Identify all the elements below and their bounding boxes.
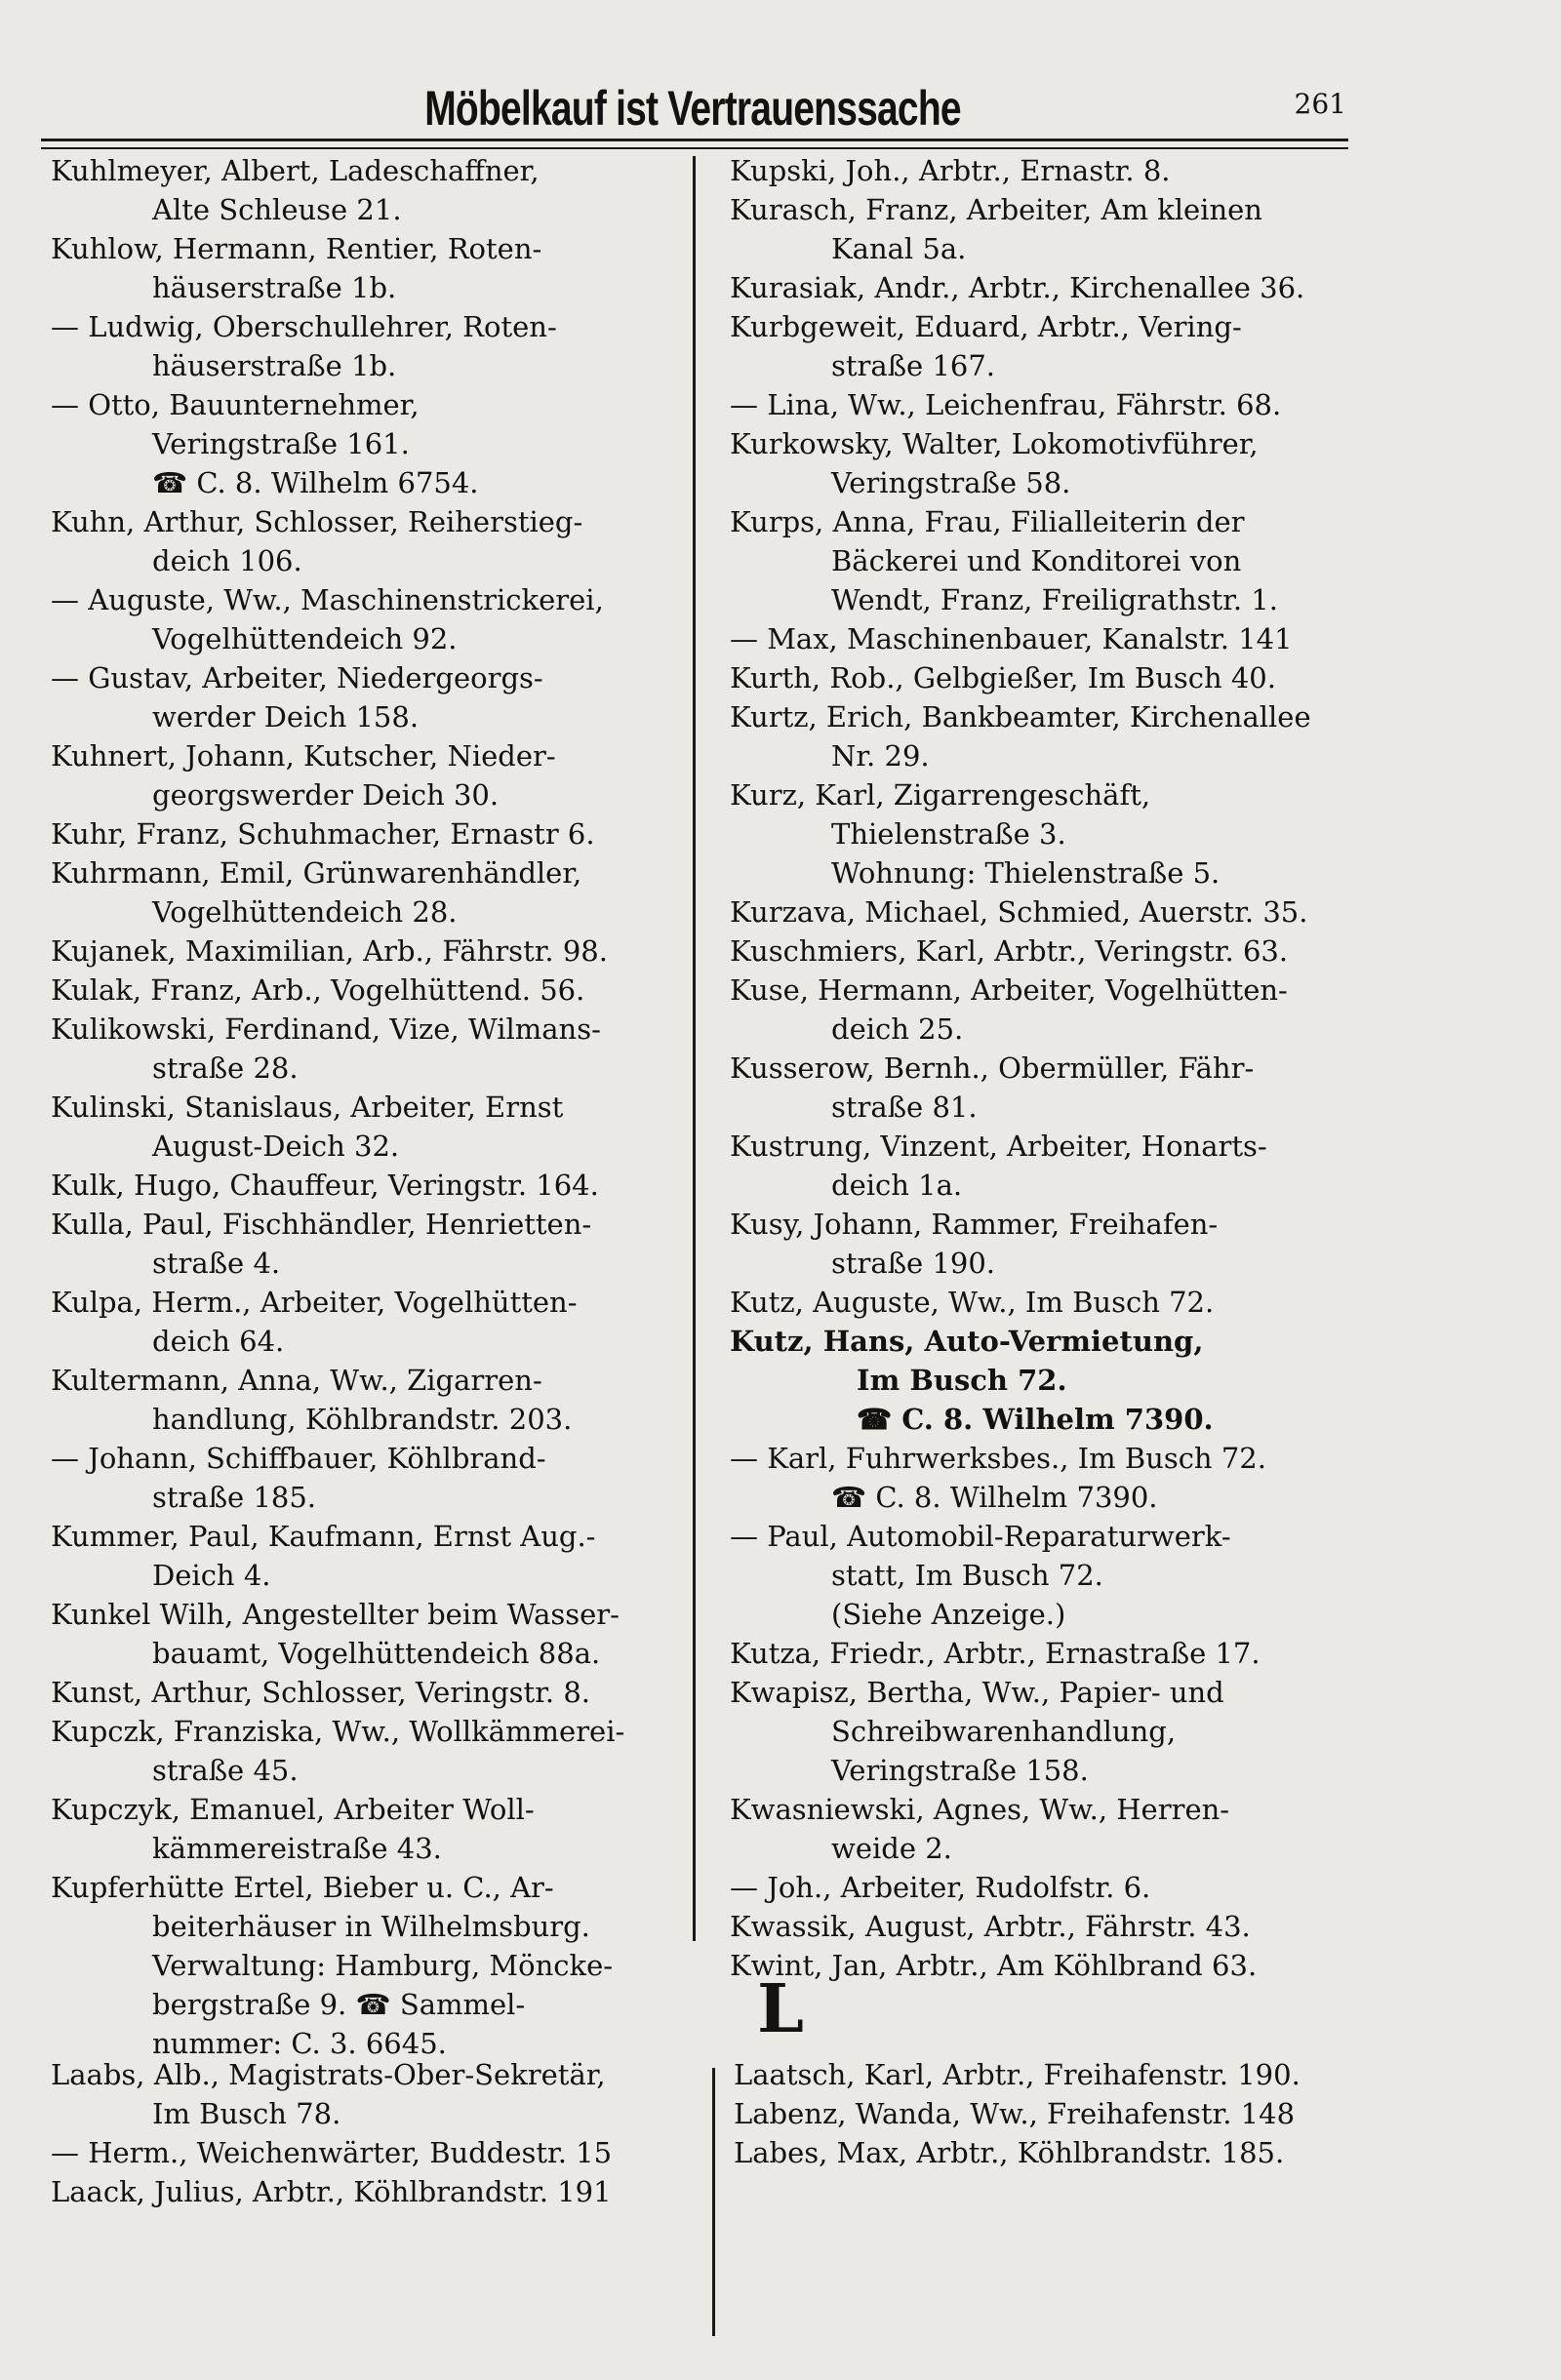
directory-entry: Kupczk, Franziska, Ww., Wollkämmerei- xyxy=(51,1715,625,1748)
page-number: 261 xyxy=(1294,88,1346,120)
directory-entry-continuation: nummer: C. 3. 6645. xyxy=(152,2027,447,2060)
directory-entry-continuation: bergstraße 9. ☎ Sammel- xyxy=(152,1988,526,2021)
directory-entry: — Herm., Weichenwärter, Buddestr. 15 xyxy=(51,2136,613,2169)
directory-entry: Kuhlmeyer, Albert, Ladeschaffner, xyxy=(51,154,540,187)
directory-entry: — Karl, Fuhrwerksbes., Im Busch 72. xyxy=(730,1442,1266,1475)
bottom-left-column xyxy=(51,2055,695,2211)
directory-entry-continuation: ☎ C. 8. Wilhelm 7390. xyxy=(857,1403,1214,1436)
directory-entry-continuation: straße 185. xyxy=(152,1481,317,1514)
directory-entry: Kwassik, August, Arbtr., Fährstr. 43. xyxy=(730,1910,1251,1943)
bottom-right-column xyxy=(734,2055,1378,2172)
directory-entry: Kurasiak, Andr., Arbtr., Kirchenallee 36. xyxy=(730,271,1305,304)
directory-entry: Kurzava, Michael, Schmied, Auerstr. 35. xyxy=(730,895,1308,929)
directory-entry-continuation: Alte Schleuse 21. xyxy=(152,193,402,226)
directory-entry: Kuschmiers, Karl, Arbtr., Veringstr. 63. xyxy=(730,934,1289,968)
directory-entry-continuation: Nr. 29. xyxy=(831,739,930,773)
directory-entry: Kurtz, Erich, Bankbeamter, Kirchenallee xyxy=(730,700,1311,734)
directory-entry-continuation: weide 2. xyxy=(831,1832,952,1865)
directory-entry: Kwint, Jan, Arbtr., Am Köhlbrand 63. xyxy=(730,1949,1258,1982)
directory-entry: — Lina, Ww., Leichenfrau, Fährstr. 68. xyxy=(730,388,1282,421)
directory-entry: — Auguste, Ww., Maschinenstrickerei, xyxy=(51,583,604,616)
directory-entry-continuation: werder Deich 158. xyxy=(152,700,420,734)
directory-entry-continuation: Vogelhüttendeich 28. xyxy=(152,895,458,929)
directory-entry-continuation: Wohnung: Thielenstraße 5. xyxy=(831,856,1221,890)
directory-entry: Kutz, Auguste, Ww., Im Busch 72. xyxy=(730,1286,1215,1319)
directory-entry-continuation: beiterhäuser in Wilhelmsburg. xyxy=(152,1910,590,1943)
directory-entry: Kuse, Hermann, Arbeiter, Vogelhütten- xyxy=(730,973,1288,1007)
directory-entry-continuation: straße 45. xyxy=(152,1754,299,1787)
directory-entry: Kusserow, Bernh., Obermüller, Fähr- xyxy=(730,1051,1255,1085)
directory-entry: Kwasniewski, Agnes, Ww., Herren- xyxy=(730,1793,1230,1826)
directory-entry: Laack, Julius, Arbtr., Köhlbrandstr. 191 xyxy=(51,2175,612,2208)
directory-entry: — Joh., Arbeiter, Rudolfstr. 6. xyxy=(730,1871,1151,1904)
directory-entry-continuation: straße 190. xyxy=(831,1247,996,1280)
directory-entry-continuation: Veringstraße 158. xyxy=(831,1754,1089,1787)
directory-entry: Labenz, Wanda, Ww., Freihafenstr. 148 xyxy=(734,2097,1296,2130)
directory-entry-continuation: Veringstraße 58. xyxy=(831,466,1071,499)
left-column xyxy=(51,151,685,2063)
directory-entry-continuation: Deich 4. xyxy=(152,1559,271,1592)
directory-entry: Kunst, Arthur, Schlosser, Veringstr. 8. xyxy=(51,1676,590,1709)
directory-entry-continuation: häuserstraße 1b. xyxy=(152,271,397,304)
directory-entry: Labes, Max, Arbtr., Köhlbrandstr. 185. xyxy=(734,2136,1285,2169)
directory-entry-continuation: Im Busch 78. xyxy=(152,2097,341,2130)
column-divider xyxy=(693,156,696,1941)
directory-entry: — Max, Maschinenbauer, Kanalstr. 141 xyxy=(730,622,1293,655)
directory-entry: Laabs, Alb., Magistrats-Ober-Sekretär, xyxy=(51,2058,606,2091)
directory-entry-continuation: bauamt, Vogelhüttendeich 88a. xyxy=(152,1637,601,1670)
directory-entry-continuation: deich 106. xyxy=(152,544,302,577)
directory-entry-continuation: Wendt, Franz, Freiligrathstr. 1. xyxy=(831,583,1278,616)
directory-entry: Kulinski, Stanislaus, Arbeiter, Ernst xyxy=(51,1091,564,1124)
directory-entry: Kummer, Paul, Kaufmann, Ernst Aug.- xyxy=(51,1520,596,1553)
directory-entry: Kurkowsky, Walter, Lokomotivführer, xyxy=(730,427,1259,460)
directory-entry-continuation: Veringstraße 161. xyxy=(152,427,410,460)
directory-entry-continuation: deich 25. xyxy=(831,1012,964,1046)
directory-entry-continuation: deich 1a. xyxy=(831,1169,963,1202)
directory-entry: Kulikowski, Ferdinand, Vize, Wilmans- xyxy=(51,1012,601,1046)
directory-entry-continuation: straße 28. xyxy=(152,1051,299,1085)
directory-entry: — Otto, Bauunternehmer, xyxy=(51,388,420,421)
directory-entry: Kustrung, Vinzent, Arbeiter, Honarts- xyxy=(730,1130,1267,1163)
directory-entry: Kuhr, Franz, Schuhmacher, Ernastr 6. xyxy=(51,817,595,851)
directory-entry: — Gustav, Arbeiter, Niedergeorgs- xyxy=(51,661,543,694)
directory-entry: — Ludwig, Oberschullehrer, Roten- xyxy=(51,310,557,343)
directory-entry: Kurbgeweit, Eduard, Arbtr., Vering- xyxy=(730,310,1242,343)
directory-entry: Kultermann, Anna, Ww., Zigarren- xyxy=(51,1364,542,1397)
section-letter: L xyxy=(757,1970,804,2048)
directory-entry-continuation: kämmereistraße 43. xyxy=(152,1832,442,1865)
directory-entry: Kujanek, Maximilian, Arb., Fährstr. 98. xyxy=(51,934,608,968)
header-rule xyxy=(41,139,1348,141)
directory-entry-continuation: georgswerder Deich 30. xyxy=(152,778,500,812)
directory-entry: Kurasch, Franz, Arbeiter, Am kleinen xyxy=(730,193,1262,226)
header-title: Möbelkauf ist Vertrauenssache xyxy=(424,81,961,136)
page-header xyxy=(39,68,1346,146)
directory-entry: — Paul, Automobil-Reparaturwerk- xyxy=(730,1520,1231,1553)
directory-entry-continuation: August-Deich 32. xyxy=(152,1130,400,1163)
directory-entry-continuation: deich 64. xyxy=(152,1325,285,1358)
header-rule-thin xyxy=(41,147,1348,149)
directory-entry: Kurps, Anna, Frau, Filialleiterin der xyxy=(730,505,1245,538)
directory-entry: — Johann, Schiffbauer, Köhlbrand- xyxy=(51,1442,546,1475)
directory-entry: Kunkel Wilh, Angestellter beim Wasser- xyxy=(51,1598,620,1631)
directory-entry-continuation: (Siehe Anzeige.) xyxy=(831,1598,1066,1631)
directory-entry-continuation: Schreibwarenhandlung, xyxy=(831,1715,1177,1748)
directory-entry: Kupferhütte Ertel, Bieber u. C., Ar- xyxy=(51,1871,554,1904)
directory-entry: Kupski, Joh., Arbtr., Ernastr. 8. xyxy=(730,154,1171,187)
directory-entry-continuation: straße 4. xyxy=(152,1247,281,1280)
directory-entry-continuation: Bäckerei und Konditorei von xyxy=(831,544,1242,577)
directory-entry-continuation: häuserstraße 1b. xyxy=(152,349,397,382)
directory-entry: Kulk, Hugo, Chauffeur, Veringstr. 164. xyxy=(51,1169,599,1202)
directory-entry-continuation: Thielenstraße 3. xyxy=(831,817,1066,851)
directory-entry: Kurth, Rob., Gelbgießer, Im Busch 40. xyxy=(730,661,1276,694)
directory-entry: Kulpa, Herm., Arbeiter, Vogelhütten- xyxy=(51,1286,578,1319)
directory-entry: Laatsch, Karl, Arbtr., Freihafenstr. 190. xyxy=(734,2058,1301,2091)
directory-entry-continuation: straße 81. xyxy=(831,1091,978,1124)
directory-entry-continuation: ☎ C. 8. Wilhelm 7390. xyxy=(831,1481,1158,1514)
directory-entry: Kuhn, Arthur, Schlosser, Reiherstieg- xyxy=(51,505,583,538)
directory-entry: Kurz, Karl, Zigarrengeschäft, xyxy=(730,778,1151,812)
directory-entry-continuation: statt, Im Busch 72. xyxy=(831,1559,1103,1592)
directory-entry: Kuhrmann, Emil, Grünwarenhändler, xyxy=(51,856,582,890)
directory-entry: Kutza, Friedr., Arbtr., Ernastraße 17. xyxy=(730,1637,1261,1670)
directory-entry: Kulak, Franz, Arb., Vogelhüttend. 56. xyxy=(51,973,585,1007)
directory-entry-continuation: Verwaltung: Hamburg, Möncke- xyxy=(152,1949,614,1982)
directory-entry-continuation: Vogelhüttendeich 92. xyxy=(152,622,458,655)
directory-entry: Kutz, Hans, Auto-Vermietung, xyxy=(730,1325,1204,1358)
directory-entry-continuation: handlung, Köhlbrandstr. 203. xyxy=(152,1403,573,1436)
directory-entry: Kuhlow, Hermann, Rentier, Roten- xyxy=(51,232,542,265)
directory-entry: Kusy, Johann, Rammer, Freihafen- xyxy=(730,1208,1219,1241)
directory-entry-continuation: ☎ C. 8. Wilhelm 6754. xyxy=(152,466,479,499)
directory-entry: Kulla, Paul, Fischhändler, Henrietten- xyxy=(51,1208,592,1241)
bottom-column-divider xyxy=(712,2068,715,2336)
directory-entry: Kupczyk, Emanuel, Arbeiter Woll- xyxy=(51,1793,535,1826)
directory-entry-continuation: straße 167. xyxy=(831,349,996,382)
directory-entry: Kuhnert, Johann, Kutscher, Nieder- xyxy=(51,739,556,773)
directory-entry: Kwapisz, Bertha, Ww., Papier- und xyxy=(730,1676,1224,1709)
right-column xyxy=(730,151,1364,1985)
directory-entry-continuation: Im Busch 72. xyxy=(857,1364,1067,1397)
directory-entry-continuation: Kanal 5a. xyxy=(831,232,967,265)
